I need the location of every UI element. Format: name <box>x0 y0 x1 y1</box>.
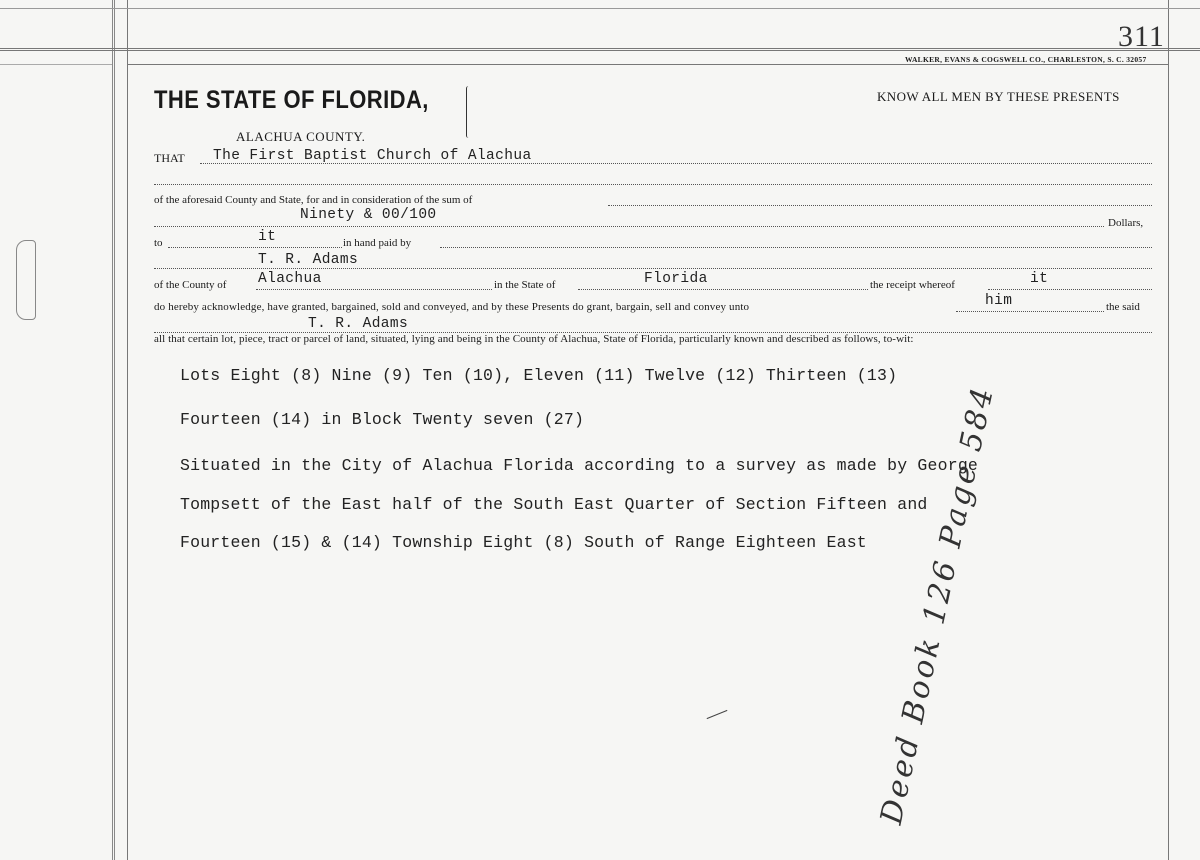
that-label: THAT <box>154 151 185 165</box>
convey-rule <box>956 311 1104 312</box>
state-title: THE STATE OF FLORIDA, <box>154 86 429 114</box>
grantor-value: The First Baptist Church of Alachua <box>213 148 532 164</box>
receipt-value: it <box>1030 271 1049 287</box>
county-rule <box>256 289 492 290</box>
to-label: to <box>154 237 163 249</box>
binder-tab <box>16 240 36 320</box>
blank-rule-1 <box>154 184 1152 185</box>
left-margin-rule <box>0 64 112 65</box>
description-line-4: Tompsett of the East half of the South East Quarter of Section Fifteen and <box>180 495 928 514</box>
convey-unto-value: him <box>985 293 1013 309</box>
description-line-5: Fourteen (15) & (14) Township Eight (8) South of Range Eighteen East <box>180 533 867 552</box>
grantee-value: T. R. Adams <box>308 316 409 332</box>
consideration-rule <box>608 205 1152 206</box>
left-margin-line-inner <box>127 0 128 860</box>
dollars-label: Dollars, <box>1108 217 1144 229</box>
right-margin-line <box>1168 0 1169 860</box>
sum-rule <box>154 226 1104 227</box>
know-all-heading: KNOW ALL MEN BY THESE PRESENTS <box>877 89 1120 104</box>
receipt-label: the receipt whereof <box>870 279 955 291</box>
paid-by-value: T. R. Adams <box>258 252 359 268</box>
in-state-label: in the State of <box>494 279 556 291</box>
printer-imprint: WALKER, EVANS & COGSWELL CO., CHARLESTON, S. C. 32057 <box>905 55 1147 64</box>
acknowledge-text: do hereby acknowledge, have granted, bargained, sold and conveyed, and by these Presents do grant, bargain, sell and convey unto <box>154 301 750 313</box>
sum-value: Ninety & 00/100 <box>300 207 437 223</box>
in-hand-paid-label: in hand paid by <box>343 237 412 249</box>
header-rule <box>0 48 1200 51</box>
handwritten-margin-note: Deed Book 126 Page 584 <box>874 382 1002 828</box>
description-line-2: Fourteen (14) in Block Twenty seven (27) <box>180 410 585 429</box>
description-line-3: Situated in the City of Alachua Florida according to a survey as made by George <box>180 456 979 475</box>
description-line-1: Lots Eight (8) Nine (9) Ten (10), Eleven (11) Twelve (12) Thirteen (13) <box>180 366 898 385</box>
to-rule <box>168 247 342 248</box>
page-number: 311 <box>1118 20 1165 53</box>
state-rule <box>578 289 868 290</box>
paid-by-rule <box>440 247 1152 248</box>
brace <box>466 86 471 138</box>
county-value: Alachua <box>258 271 322 287</box>
pen-mark <box>707 710 728 719</box>
header-rule-lower <box>127 64 1168 65</box>
state-value: Florida <box>644 271 708 287</box>
of-county-label: of the County of <box>154 279 227 291</box>
land-text: all that certain lot, piece, tract or parcel of land, situated, lying and being in the County of Alachua, State of Florida, particularly known and described as follows, to-wit: <box>154 333 914 345</box>
to-value: it <box>258 229 277 245</box>
consideration-text: of the aforesaid County and State, for and in consideration of the sum of <box>154 194 473 206</box>
top-rule <box>0 8 1200 9</box>
county-heading: ALACHUA COUNTY. <box>236 129 366 144</box>
left-margin-line <box>112 0 115 860</box>
the-said-label: the said <box>1106 301 1140 313</box>
